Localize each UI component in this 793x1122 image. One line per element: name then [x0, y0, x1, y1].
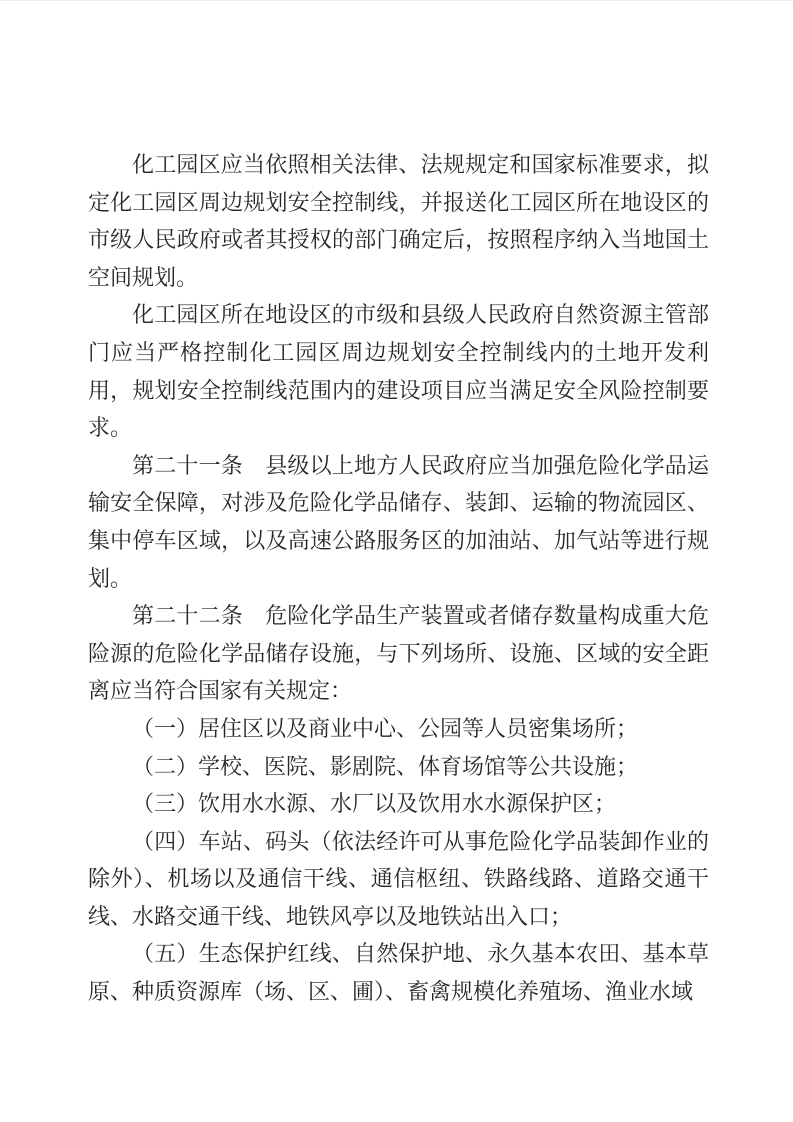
list-item-2: （二）学校、医院、影剧院、体育场馆等公共设施；	[132, 754, 639, 780]
list-item-4: （四）车站、码头（依法经许可从事危险化学品装卸作业的除外）、机场以及通信干线、通信枢纽、铁路线路、道路交通干线、水路交通干线、地铁风亭以及地铁站出入口；	[88, 829, 709, 930]
document-body	[88, 147, 709, 1012]
list-item-5: （五）生态保护红线、自然保护地、永久基本农田、基本草原、种质资源库（场、区、圃）、畜禽规模化养殖场、渔业水域	[88, 942, 709, 1006]
list-item-3: （三）饮用水水源、水厂以及饮用水水源保护区；	[132, 792, 617, 818]
list-item-1: （一）居住区以及商业中心、公园等人员密集场所；	[132, 716, 639, 742]
paragraph-article-21: 第二十一条 县级以上地方人民政府应当加强危险化学品运输安全保障，对涉及危险化学品储存、装卸、运输的物流园区、集中停车区域，以及高速公路服务区的加油站、加气站等进行规划。	[88, 453, 709, 592]
paragraph-land-development-control: 化工园区所在地设区的市级和县级人民政府自然资源主管部门应当严格控制化工园区周边规划安全控制线内的土地开发利用，规划安全控制线范围内的建设项目应当满足安全风险控制要求。	[88, 303, 709, 442]
paragraph-chemical-park-control-line: 化工园区应当依照相关法律、法规规定和国家标准要求，拟定化工园区周边规划安全控制线，并报送化工园区所在地设区的市级人民政府或者其授权的部门确定后，按照程序纳入当地国土空间规划。	[88, 153, 709, 291]
paragraph-article-22: 第二十二条 危险化学品生产装置或者储存数量构成重大危险源的危险化学品储存设施，与下列场所、设施、区域的安全距离应当符合国家有关规定：	[88, 604, 709, 705]
